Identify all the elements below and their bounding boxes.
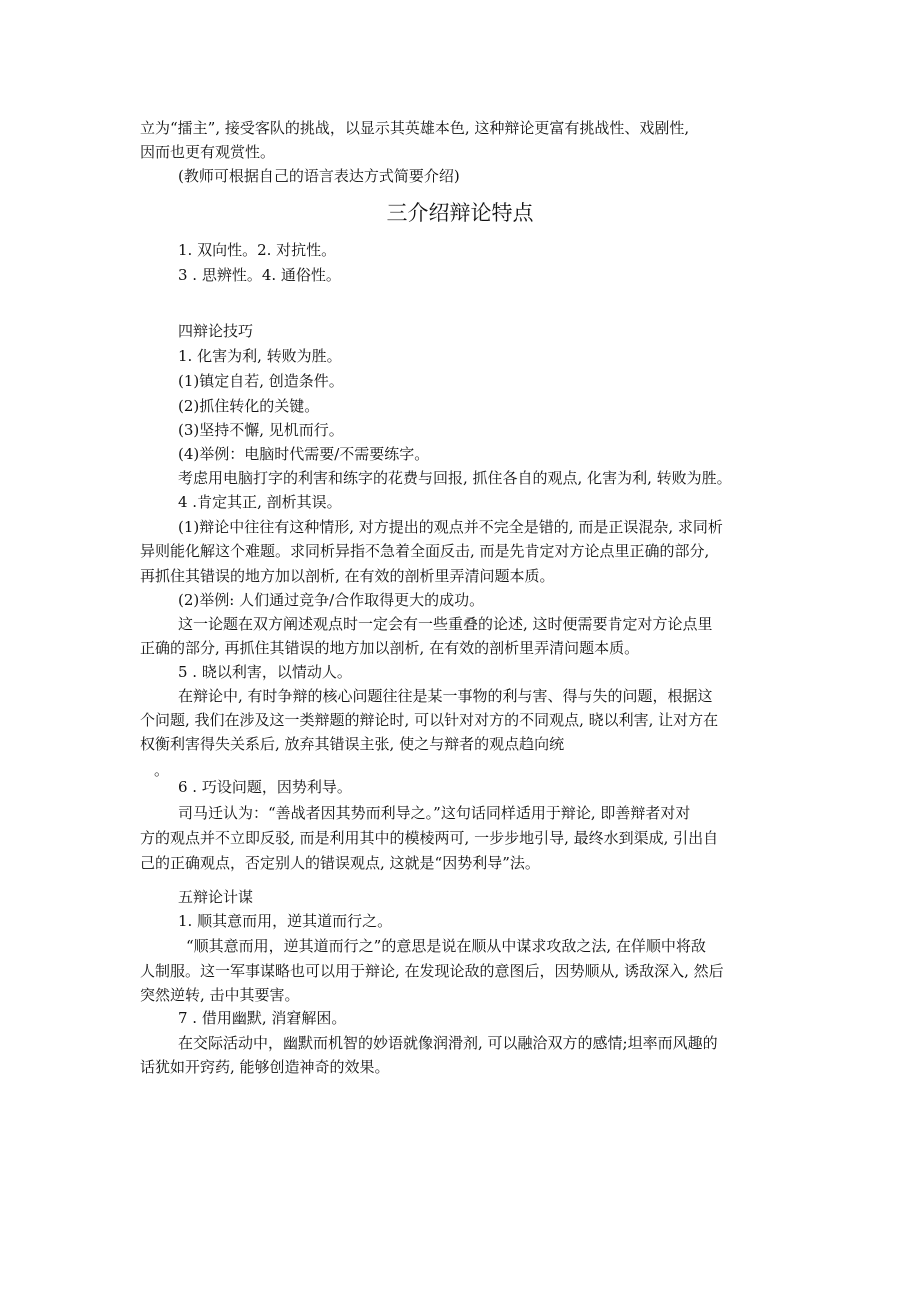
paragraph-line: (2)举例: 人们通过竞争/合作取得更大的成功。 [178, 591, 485, 609]
list-item: (3)坚持不懈, 见机而行。 [178, 421, 344, 439]
subsection-heading: 1. 化害为利, 转败为胜。 [178, 347, 342, 365]
paragraph-line: 突然逆转, 击中其要害。 [140, 986, 300, 1004]
feature-list-line: 1. 双向性。2. 对抗性。 [178, 241, 337, 259]
paragraph-line: 司马迁认为：“善战者因其势而利导之。”这句话同样适用于辩论, 即善辩者对对 [178, 804, 691, 822]
paragraph-line: 话犹如开窍药, 能够创造神奇的效果。 [140, 1058, 390, 1076]
paragraph-line: 在交际活动中，幽默而机智的妙语就像润滑剂, 可以融洽双方的感情;坦率而风趣的 [178, 1034, 718, 1052]
intro-line: 因而也更有观赏性。 [140, 143, 276, 161]
subsection-heading: 1. 顺其意而用，逆其道而行之。 [178, 912, 393, 930]
paragraph-line: “顺其意而用，逆其道而行之”的意思是说在顺从中谋求攻敌之法, 在佯顺中将敌 [186, 937, 706, 955]
list-item: (1)镇定自若, 创造条件。 [178, 372, 344, 390]
paragraph-line: 方的观点并不立即反驳, 而是利用其中的模棱两可, 一步步地引导, 最终水到渠成, 引出自 [140, 829, 719, 847]
subsection-heading: 6 . 巧设问题，因势利导。 [178, 778, 352, 796]
section-title: 三介绍辩论特点 [386, 201, 534, 225]
teacher-note: (教师可根据自己的语言表达方式简要介绍) [178, 167, 460, 185]
section-heading: 五辩论计谋 [178, 888, 254, 906]
paragraph-line: 人制服。这一军事谋略也可以用于辩论, 在发现论敌的意图后，因势顺从, 诱敌深入, 然后 [140, 962, 724, 980]
subsection-heading: 4 .肯定其正, 剖析其误。 [178, 493, 342, 511]
paragraph-line: 。 [154, 761, 170, 779]
list-item: (4)举例：电脑时代需要/不需要练字。 [178, 445, 430, 463]
paragraph-line: (1)辩论中往往有这种情形, 对方提出的观点并不完全是错的, 而是正误混杂, 求同析 [178, 518, 723, 536]
paragraph-line: 权衡利害得失关系后, 放弃其错误主张, 使之与辩者的观点趋向统 [140, 735, 565, 753]
paragraph-line: 这一论题在双方阐述观点时一定会有一些重叠的论述, 这时便需要肯定对方论点里 [178, 615, 713, 633]
section-heading: 四辩论技巧 [178, 322, 254, 340]
subsection-heading: 7 . 借用幽默, 消窘解困。 [178, 1009, 347, 1027]
feature-list-line: 3 . 思辨性。4. 通俗性。 [178, 266, 341, 284]
intro-line: 立为“擂主”, 接受客队的挑战，以显示其英雄本色, 这种辩论更富有挑战性、戏剧性, [140, 119, 690, 137]
paragraph-line: 正确的部分, 再抓住其错误的地方加以剖析, 在有效的剖析里弄清问题本质。 [140, 639, 640, 657]
paragraph-line: 异则能化解这个难题。求同析异指不急着全面反击, 而是先肯定对方论点里正确的部分, [140, 542, 710, 560]
list-item: (2)抓住转化的关键。 [178, 397, 320, 415]
paragraph-line: 考虑用电脑打字的利害和练字的花费与回报, 抓住各自的观点, 化害为利, 转败为胜。 [178, 469, 732, 487]
paragraph-line: 再抓住其错误的地方加以剖析, 在有效的剖析里弄清问题本质。 [140, 567, 555, 585]
paragraph-line: 在辩论中, 有时争辩的核心问题往往是某一事物的利与害、得与失的问题，根据这 [178, 687, 713, 705]
paragraph-line: 己的正确观点，否定别人的错误观点, 这就是“因势利导”法。 [140, 854, 540, 872]
paragraph-line: 个问题, 我们在涉及这一类辩题的辩论时, 可以针对对方的不同观点, 晓以利害, 让对方在 [140, 711, 719, 729]
subsection-heading: 5 . 晓以利害，以情动人。 [178, 663, 352, 681]
